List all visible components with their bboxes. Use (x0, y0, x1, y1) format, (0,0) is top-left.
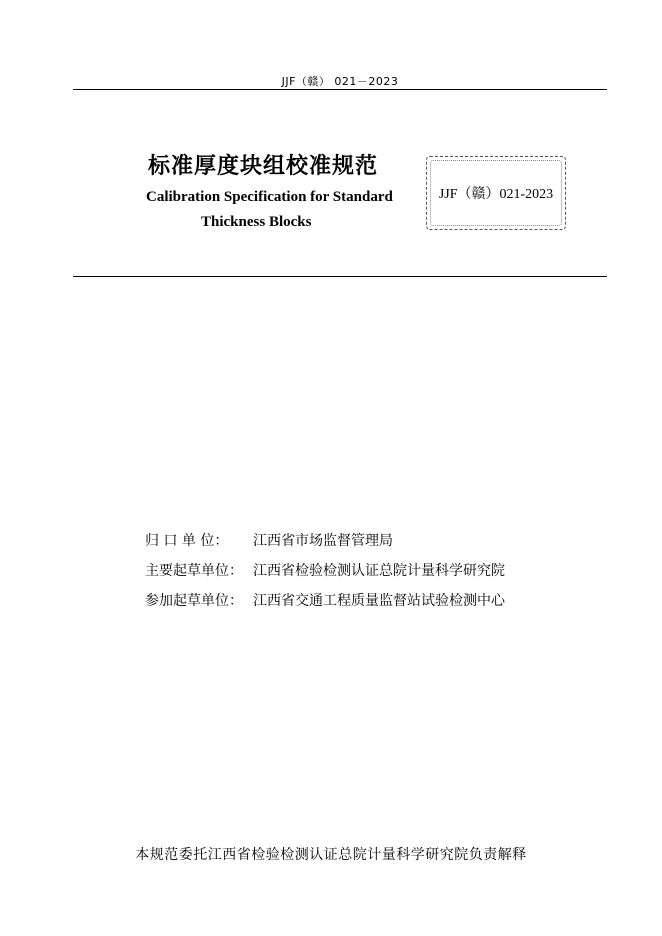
org-value: 江西省检验检测认证总院计量科学研究院 (253, 563, 505, 579)
org-label: 参加起草单位： (145, 593, 243, 609)
org-row-authority (145, 526, 505, 556)
org-row-participating-drafter (145, 586, 505, 616)
org-label: 主要起草单位： (145, 563, 243, 579)
document-code-header: JJF（赣） 021－2023 (281, 75, 399, 88)
english-title-line-2: Thickness Blocks (201, 214, 312, 230)
code-box-text: JJF（赣）021-2023 (438, 187, 554, 202)
org-value: 江西省交通工程质量监督站试验检测中心 (253, 593, 505, 609)
english-title-line-1: Calibration Specification for Standard (146, 189, 393, 205)
top-divider (73, 89, 607, 90)
middle-divider (73, 276, 607, 277)
footer-interpretation-note: 本规范委托江西省检验检测认证总院计量科学研究院负责解释 (135, 847, 527, 863)
org-value: 江西省市场监督管理局 (253, 533, 393, 549)
organizations-block (145, 526, 505, 616)
code-box (426, 156, 566, 230)
org-label: 归 口 单 位： (145, 533, 229, 549)
chinese-title: 标准厚度块组校准规范 (148, 154, 379, 179)
org-row-main-drafter (145, 556, 505, 586)
